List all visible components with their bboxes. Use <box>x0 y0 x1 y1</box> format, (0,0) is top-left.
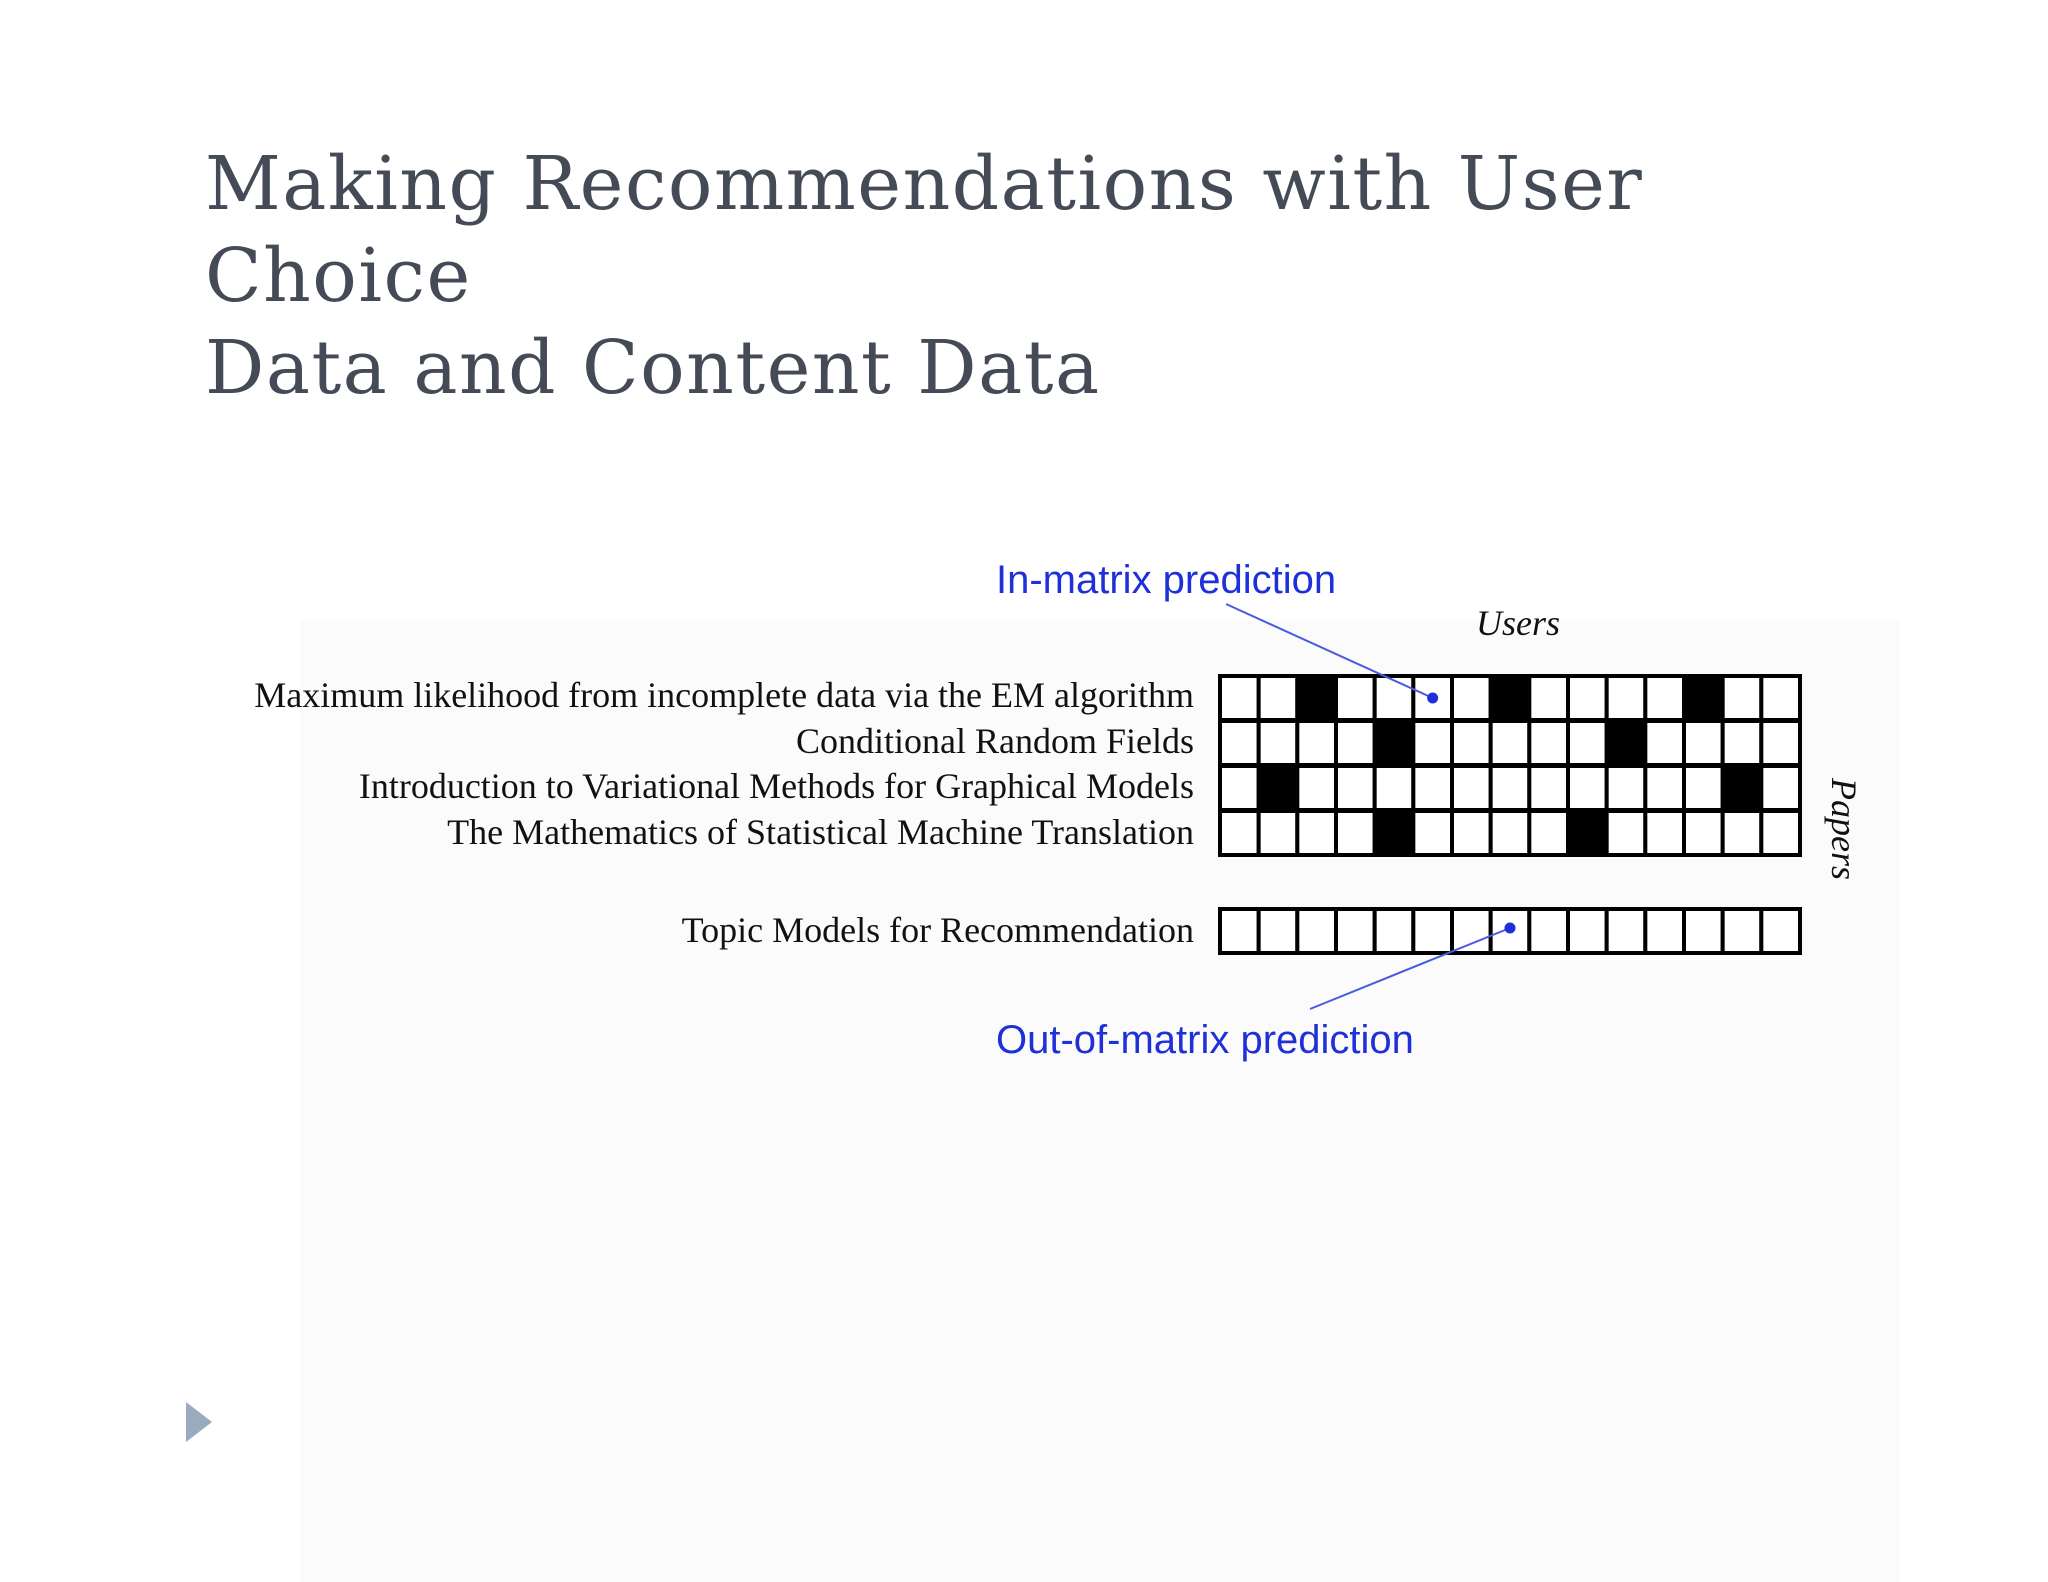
paper-label-new: Topic Models for Recommendation <box>681 910 1194 950</box>
matrix-cell-r1-c13 <box>1723 721 1762 765</box>
new-row-cell-c5 <box>1413 909 1452 953</box>
matrix-cell-r2-c2 <box>1297 766 1336 810</box>
matrix-cell-r1-c3 <box>1336 721 1375 765</box>
matrix-cell-r1-c11 <box>1645 721 1684 765</box>
paper-label-em: Maximum likelihood from incomplete data via the EM algorithm <box>254 675 1194 715</box>
new-row-cell-c14 <box>1761 909 1800 953</box>
matrix-cell-r1-c6 <box>1452 721 1491 765</box>
matrix-cell-r3-c12 <box>1684 811 1723 855</box>
matrix-cell-r1-c0 <box>1220 721 1259 765</box>
matrix-cell-r3-c10 <box>1607 811 1646 855</box>
matrix-cell-r3-c14 <box>1761 811 1800 855</box>
matrix-cell-r3-c11 <box>1645 811 1684 855</box>
slide-title-line-1: Making Recommendations with User Choice <box>205 141 1644 319</box>
matrix-cell-r0-c11 <box>1645 676 1684 720</box>
matrix-cell-r3-c8 <box>1529 811 1568 855</box>
new-row-cell-c4 <box>1375 909 1414 953</box>
new-row-cell-c8 <box>1529 909 1568 953</box>
matrix-cell-r0-c2 <box>1297 676 1336 720</box>
new-row-cell-c10 <box>1607 909 1646 953</box>
matrix-cell-r2-c14 <box>1761 766 1800 810</box>
out-matrix-prediction-dot <box>1505 923 1516 934</box>
matrix-cell-r1-c1 <box>1259 721 1298 765</box>
new-row-cell-c3 <box>1336 909 1375 953</box>
matrix-cell-r0-c9 <box>1568 676 1607 720</box>
in-matrix-prediction-dot <box>1427 693 1438 704</box>
matrix-cell-r1-c10 <box>1607 721 1646 765</box>
matrix-cell-r0-c12 <box>1684 676 1723 720</box>
matrix-cell-r0-c7 <box>1491 676 1530 720</box>
matrix-cell-r0-c13 <box>1723 676 1762 720</box>
matrix-cell-r1-c12 <box>1684 721 1723 765</box>
matrix-cell-r1-c9 <box>1568 721 1607 765</box>
matrix-cell-r3-c0 <box>1220 811 1259 855</box>
matrix-cell-r2-c4 <box>1375 766 1414 810</box>
new-row-cell-c9 <box>1568 909 1607 953</box>
matrix-cell-r0-c3 <box>1336 676 1375 720</box>
paper-label-smt: The Mathematics of Statistical Machine Translation <box>447 812 1194 852</box>
matrix-cell-r2-c5 <box>1413 766 1452 810</box>
in-matrix-prediction-label: In-matrix prediction <box>996 558 1337 602</box>
papers-axis-label: Papers <box>1824 778 1864 880</box>
user-paper-matrix <box>1220 676 1800 855</box>
new-row-cell-c12 <box>1684 909 1723 953</box>
matrix-cell-r3-c2 <box>1297 811 1336 855</box>
matrix-cell-r3-c13 <box>1723 811 1762 855</box>
matrix-cell-r3-c4 <box>1375 811 1414 855</box>
matrix-cell-r1-c4 <box>1375 721 1414 765</box>
matrix-cell-r1-c14 <box>1761 721 1800 765</box>
users-axis-label: Users <box>1476 603 1561 643</box>
matrix-cell-r3-c7 <box>1491 811 1530 855</box>
paper-label-crf: Conditional Random Fields <box>795 721 1194 761</box>
matrix-cell-r1-c8 <box>1529 721 1568 765</box>
matrix-cell-r2-c10 <box>1607 766 1646 810</box>
matrix-cell-r2-c11 <box>1645 766 1684 810</box>
matrix-cell-r2-c1 <box>1259 766 1298 810</box>
paper-label-variational: Introduction to Variational Methods for Graphical Models <box>358 766 1194 806</box>
new-row-cell-c0 <box>1220 909 1259 953</box>
slide-title-line-2: Data and Content Data <box>205 325 1101 411</box>
matrix-cell-r3-c5 <box>1413 811 1452 855</box>
matrix-cell-r1-c5 <box>1413 721 1452 765</box>
matrix-cell-r2-c12 <box>1684 766 1723 810</box>
matrix-cell-r0-c4 <box>1375 676 1414 720</box>
matrix-cell-r1-c7 <box>1491 721 1530 765</box>
matrix-cell-r1-c2 <box>1297 721 1336 765</box>
matrix-cell-r2-c3 <box>1336 766 1375 810</box>
matrix-cell-r0-c0 <box>1220 676 1259 720</box>
matrix-cell-r2-c6 <box>1452 766 1491 810</box>
matrix-cell-r0-c14 <box>1761 676 1800 720</box>
matrix-cell-r2-c9 <box>1568 766 1607 810</box>
matrix-cell-r0-c1 <box>1259 676 1298 720</box>
slide-bullet-arrow-icon <box>186 1402 212 1442</box>
matrix-cell-r2-c0 <box>1220 766 1259 810</box>
matrix-cell-r3-c1 <box>1259 811 1298 855</box>
paper-labels <box>254 675 1194 950</box>
new-row-cell-c6 <box>1452 909 1491 953</box>
matrix-cell-r0-c10 <box>1607 676 1646 720</box>
matrix-cell-r2-c13 <box>1723 766 1762 810</box>
matrix-cell-r0-c6 <box>1452 676 1491 720</box>
matrix-cell-r2-c7 <box>1491 766 1530 810</box>
new-row-cell-c1 <box>1259 909 1298 953</box>
new-row-cell-c11 <box>1645 909 1684 953</box>
new-row-cell-c13 <box>1723 909 1762 953</box>
new-row-cell-c2 <box>1297 909 1336 953</box>
matrix-cell-r3-c9 <box>1568 811 1607 855</box>
matrix-cell-r3-c3 <box>1336 811 1375 855</box>
matrix-cell-r3-c6 <box>1452 811 1491 855</box>
matrix-cell-r2-c8 <box>1529 766 1568 810</box>
matrix-cell-r0-c8 <box>1529 676 1568 720</box>
out-of-matrix-prediction-label: Out-of-matrix prediction <box>996 1018 1414 1062</box>
